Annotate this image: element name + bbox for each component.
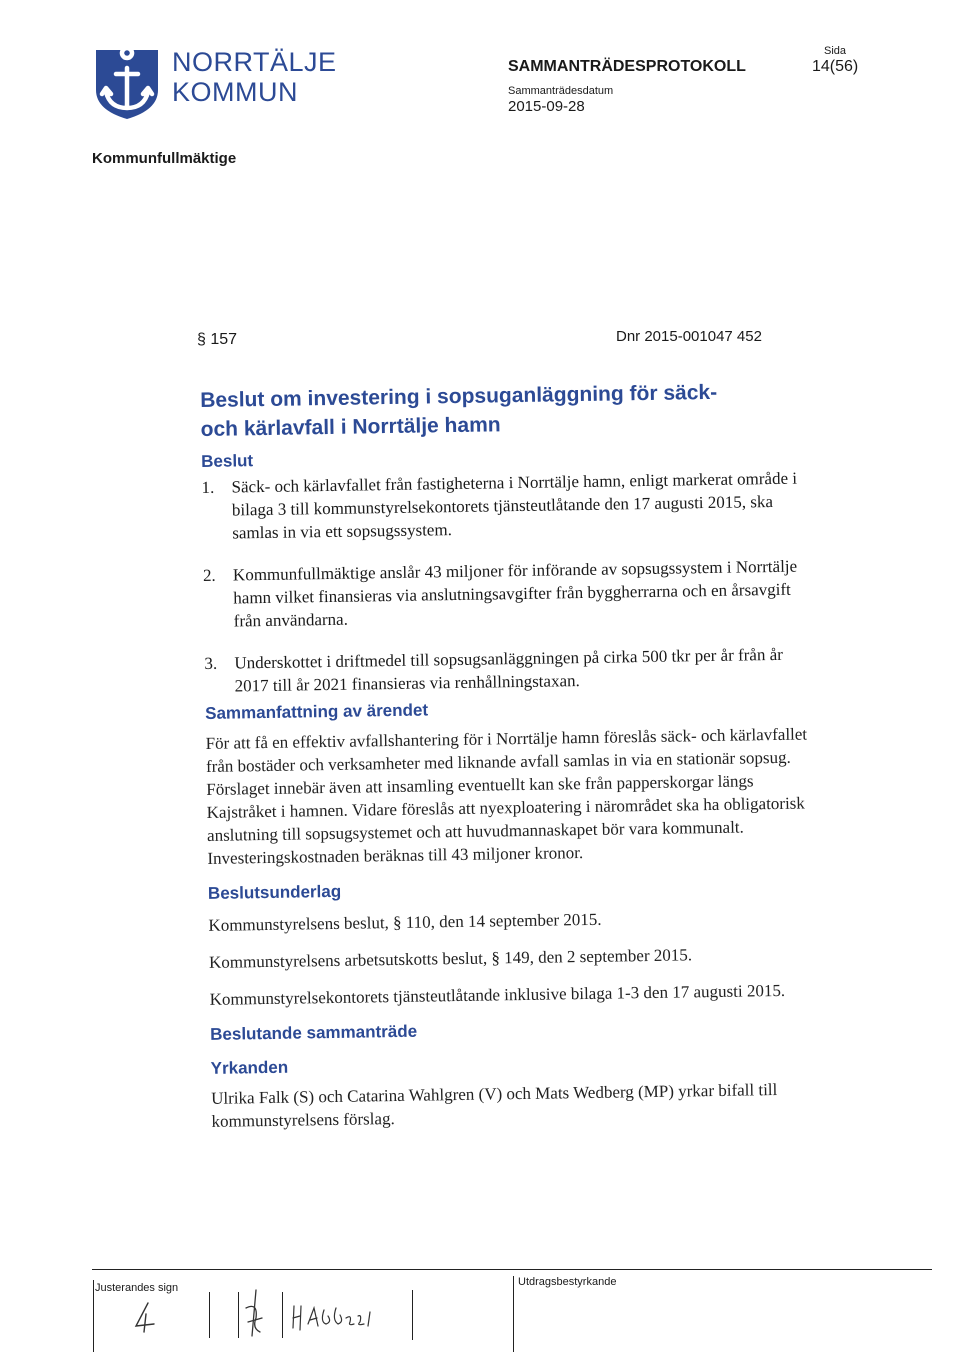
beslut-heading: Beslut <box>201 451 254 471</box>
basis-item: Kommunstyrelsekontorets tjänsteutlåtande inklusive bilaga 1-3 den 17 augusti 2015. <box>209 980 786 1009</box>
signature-box-divider <box>209 1292 210 1338</box>
signature-box-divider <box>412 1290 413 1340</box>
signature-box-divider <box>238 1292 239 1338</box>
signature-initials-2 <box>240 1288 268 1340</box>
main-content <box>200 376 822 1132</box>
basis-item: Kommunstyrelsens arbetsutskotts beslut, § 149, den 2 september 2015. <box>208 945 693 972</box>
signature-initials-1 <box>128 1300 160 1336</box>
committee-name: Kommunfullmäktige <box>92 150 237 167</box>
section-title-line1: Beslut om investering i sopsuganläggning för säck- <box>200 380 718 412</box>
decision-item <box>204 642 815 698</box>
meeting-heading: Beslutande sammanträde <box>210 1021 418 1044</box>
case-number: Dnr 2015-001047 452 <box>616 328 762 345</box>
org-name-line2: KOMMUN <box>172 77 298 107</box>
signature-box-divider <box>513 1276 514 1352</box>
section-title-line2: och kärlavfall i Norrtälje hamn <box>200 413 501 441</box>
page-label: Sida <box>824 45 847 57</box>
basis-item: Kommunstyrelsens beslut, § 110, den 14 september 2015. <box>208 909 602 935</box>
signature-handwritten <box>290 1300 380 1334</box>
decision-item <box>201 466 812 545</box>
decision-item-text: Underskottet i driftmedel till sopsugsanläggningen på cirka 500 tkr per år från år 2017 till år 2021 finansieras via renhållningstaxan. <box>234 644 783 696</box>
signature-box-divider <box>282 1292 283 1338</box>
decision-item <box>203 554 814 633</box>
summary-heading: Sammanfattning av ärendet <box>204 700 429 723</box>
decision-item-text: Kommunfullmäktige anslår 43 miljoner för införande av sopsugssystem i Norrtälje hamn vilket finansieras via anslutningsavgifter från byggherrarna och en årsavgift från användarna. <box>232 556 798 631</box>
meeting-date: 2015-09-28 <box>508 98 585 115</box>
org-name-line1: NORRTÄLJE <box>172 47 337 77</box>
adjuster-sign-label: Justerandes sign <box>95 1282 179 1294</box>
extract-certification-label: Utdragsbestyrkande <box>518 1276 617 1288</box>
motions-heading: Yrkanden <box>210 1057 289 1078</box>
decision-item-number: 1. <box>201 477 215 497</box>
summary-text: För att få en effektiv avfallshantering för i Norrtälje hamn föreslås säck- och kärlavfallet från bostäder och verksamheter med liknande avfall samlas in via en stationär sopsug. Förslaget innebär även att insamling eventuellt kan ske från papperskorgar längs Kajstråket i hamnen. Vidare föreslås att nyexploatering i närområdet ska ha obligatorisk anslutning till sopsugsystemet och att huvudmannaskapet bör vara kommunalt. Investeringskostnaden beräknas till 43 miljoner kronor. <box>205 724 808 868</box>
decision-item-text: Säck- och kärlavfallet från fastigheterna i Norrtälje hamn, enligt markerat område i bilaga 3 till kommunstyrelsekontorets tjänsteutlåtande den 17 augusti 2015, ska samlas in via ett sopsugssystem. <box>231 468 798 543</box>
anchor-crest-icon <box>92 46 162 122</box>
decision-item-number: 3. <box>204 653 218 673</box>
basis-heading: Beslutsunderlag <box>207 881 342 903</box>
signature-box-divider <box>93 1280 94 1352</box>
section-number: § 157 <box>197 331 238 348</box>
footer-divider <box>92 1269 932 1270</box>
document-type: SAMMANTRÄDESPROTOKOLL <box>508 58 746 75</box>
page-number: 14(56) <box>812 58 859 75</box>
decision-item-number: 2. <box>202 565 216 585</box>
meeting-date-label: Sammanträdesdatum <box>508 85 614 97</box>
motions-text: Ulrika Falk (S) och Catarina Wahlgren (V) och Mats Wedberg (MP) yrkar bifall till kommunstyrelsens förslag. <box>211 1080 778 1131</box>
